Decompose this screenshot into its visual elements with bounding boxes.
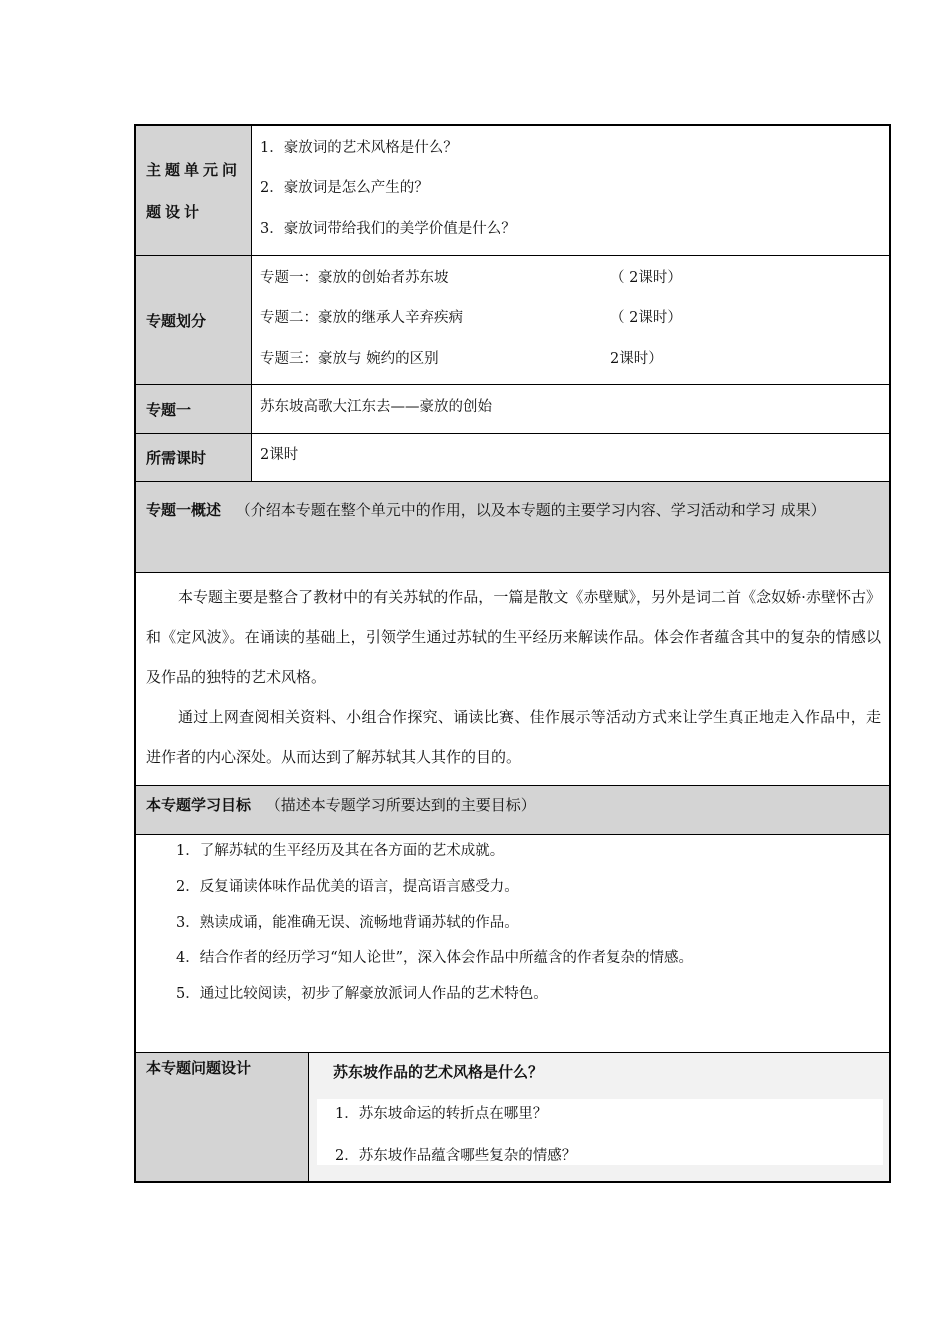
goals-body bbox=[136, 835, 889, 1053]
topic-questions-row bbox=[136, 1053, 889, 1181]
required-hours-row bbox=[136, 434, 889, 482]
topic-one-value: 苏东坡高歌大江东去——豪放的创始 bbox=[260, 399, 492, 415]
topic-questions-content bbox=[309, 1053, 889, 1181]
topic-division-1: 专题一：豪放的创始者苏东坡 bbox=[260, 270, 449, 286]
required-hours-label: 所需课时 bbox=[136, 434, 252, 481]
topic-division-row bbox=[136, 256, 889, 385]
goals-header bbox=[136, 786, 889, 835]
topic-questions-label bbox=[136, 1053, 309, 1181]
goals-hint: （描述本专题学习所要达到的主要目标） bbox=[265, 796, 536, 814]
topic-division-3: 专题三：豪放与 婉约的区别 bbox=[260, 351, 439, 367]
overview-header bbox=[136, 482, 889, 573]
goal-2: 2．反复诵读体味作品优美的语言，提高语言感受力。 bbox=[176, 879, 519, 895]
topic-questions-main: 苏东坡作品的艺术风格是什么？ bbox=[333, 1063, 544, 1081]
topic-questions-label-text: 本专题问题设计 bbox=[146, 1059, 252, 1077]
topic-division-content bbox=[252, 256, 889, 384]
topic-question-1: 1．苏东坡命运的转折点在哪里？ bbox=[335, 1106, 548, 1122]
unit-question-1: 1．豪放词的艺术风格是什么？ bbox=[260, 140, 458, 156]
goal-5: 5．通过比较阅读，初步了解豪放派词人作品的艺术特色。 bbox=[176, 986, 548, 1002]
goal-3: 3．熟读成诵，能准确无误、流畅地背诵苏轼的作品。 bbox=[176, 915, 519, 931]
topic-division-label: 专题划分 bbox=[136, 256, 252, 384]
unit-questions-label-text: 主题单元问题设计 bbox=[146, 160, 242, 221]
topic-one-row bbox=[136, 385, 889, 434]
required-hours-value: 2课时 bbox=[260, 447, 299, 463]
goals-label: 本专题学习目标 bbox=[146, 796, 252, 814]
unit-questions-row bbox=[136, 126, 889, 256]
topic-one-label: 专题一 bbox=[136, 385, 252, 433]
goal-1: 1．了解苏轼的生平经历及其在各方面的艺术成就。 bbox=[176, 843, 505, 859]
topic-division-2: 专题二：豪放的继承人辛弃疾病 bbox=[260, 310, 463, 326]
unit-question-2: 2．豪放词是怎么产生的？ bbox=[260, 180, 429, 196]
topic-one-content bbox=[252, 385, 889, 433]
overview-label: 专题一概述 bbox=[146, 501, 222, 519]
topic-question-2: 2．苏东坡作品蕴含哪些复杂的情感？ bbox=[335, 1148, 577, 1164]
lesson-plan-table bbox=[134, 124, 891, 1183]
unit-questions-label bbox=[136, 126, 252, 255]
required-hours-content bbox=[252, 434, 889, 481]
overview-body bbox=[136, 573, 889, 786]
topic-division-1-hours: （ 2课时） bbox=[610, 270, 682, 286]
overview-paragraph-2: 通过上网查阅相关资料、小组合作探究、诵读比赛、佳作展示等活动方式来让学生真正地走入作品中，走进作者的内心深处。从而达到了解苏轼其人其作的目的。 bbox=[146, 708, 881, 766]
topic-division-3-hours: 2课时） bbox=[610, 351, 663, 367]
goal-4: 4．结合作者的经历学习“知人论世”，深入体会作品中所蕴含的作者复杂的情感。 bbox=[176, 950, 694, 966]
unit-questions-content bbox=[252, 126, 889, 255]
overview-hint: （介绍本专题在整个单元中的作用，以及本专题的主要学习内容、学习活动和学习 成果） bbox=[235, 501, 826, 519]
topic-division-2-hours: （ 2课时） bbox=[610, 310, 682, 326]
overview-paragraph-1: 本专题主要是整合了教材中的有关苏轼的作品，一篇是散文《赤壁赋》，另外是词二首《念奴娇·赤壁怀古》和《定风波》。在诵读的基础上，引领学生通过苏轼的生平经历来解读作品。体会作者蕴含其中的复杂的情感以及作品的独特的艺术风格。 bbox=[146, 588, 881, 686]
unit-question-3: 3．豪放词带给我们的美学价值是什么？ bbox=[260, 221, 516, 237]
